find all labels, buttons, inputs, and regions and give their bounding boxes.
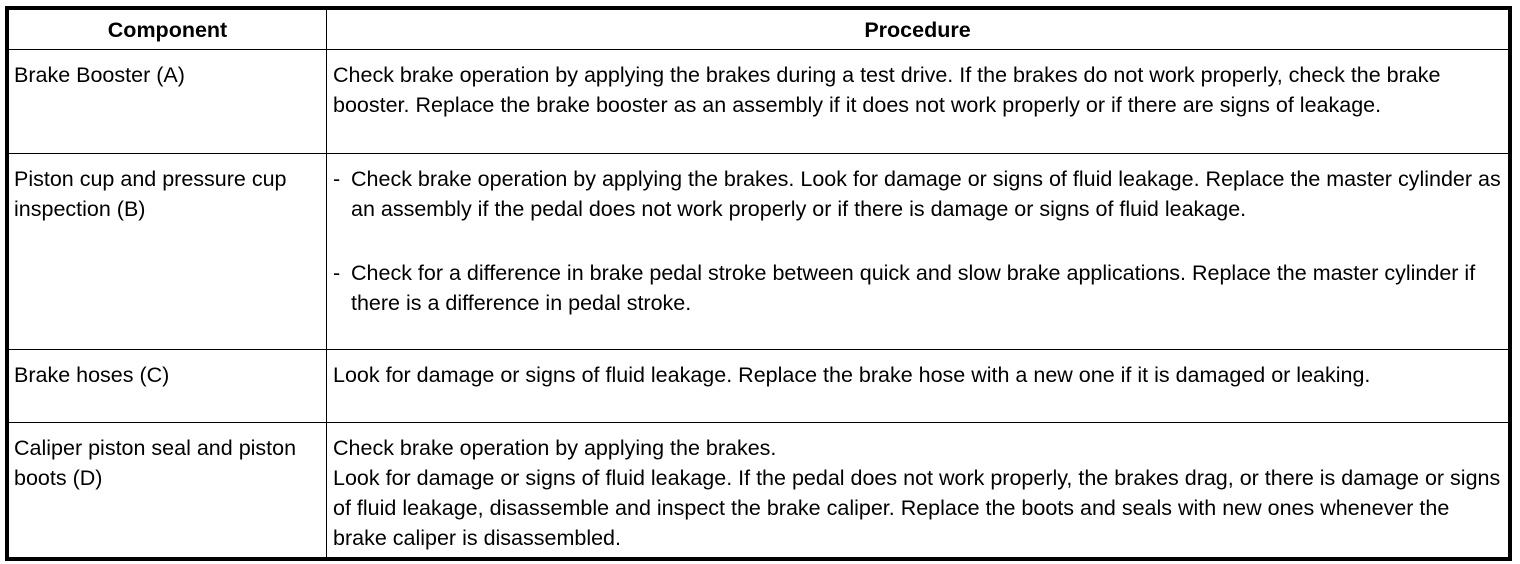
procedure-table-frame — [5, 6, 1512, 561]
procedure-text: Look for damage or signs of fluid leakage. Replace the brake hose with a new one if it is damaged or leaking. — [333, 362, 1371, 387]
bullet-dash: - — [333, 261, 341, 286]
procedure-table — [8, 9, 1509, 558]
component-cell: Brake Booster (A) — [9, 50, 327, 154]
header-component: Component — [9, 10, 327, 50]
procedure-cell — [327, 422, 1509, 557]
procedure-cell — [327, 154, 1509, 350]
component-cell: Piston cup and pressure cup inspection (B) — [9, 154, 327, 350]
procedure-text: Check brake operation by applying the brakes. — [333, 435, 777, 460]
procedure-cell — [327, 50, 1509, 154]
table-row — [9, 154, 1509, 350]
component-cell: Brake hoses (C) — [9, 349, 327, 422]
table-header-row — [9, 10, 1509, 50]
component-cell: Caliper piston seal and piston boots (D) — [9, 422, 327, 557]
procedure-text: Check brake operation by applying the brakes. Look for damage or signs of fluid leakage. Replace the master cylinder as an assembly if the pedal does not work properly or if there is damage or signs of fluid leakage. — [351, 167, 1501, 222]
header-procedure: Procedure — [327, 10, 1509, 50]
bullet-dash: - — [333, 167, 341, 192]
procedure-text: Check for a difference in brake pedal stroke between quick and slow brake applications. Replace the master cylinder if there is a difference in pedal stroke. — [351, 261, 1476, 316]
table-row — [9, 422, 1509, 557]
procedure-cell — [327, 349, 1509, 422]
procedure-text: Look for damage or signs of fluid leakage. If the pedal does not work properly, the brakes drag, or there is damage or signs of fluid leakage, disassemble and inspect the brake caliper. Replace the boots and seals with new ones whenever the brake caliper is disassembled. — [333, 465, 1501, 550]
table-row — [9, 349, 1509, 422]
procedure-bullet — [333, 258, 1504, 318]
procedure-bullet — [333, 164, 1504, 224]
procedure-text: Check brake operation by applying the brakes during a test drive. If the brakes do not work properly, check the brake booster. Replace the brake booster as an assembly if it does not work properly or if there are signs of leakage. — [333, 63, 1441, 117]
table-row — [9, 50, 1509, 154]
